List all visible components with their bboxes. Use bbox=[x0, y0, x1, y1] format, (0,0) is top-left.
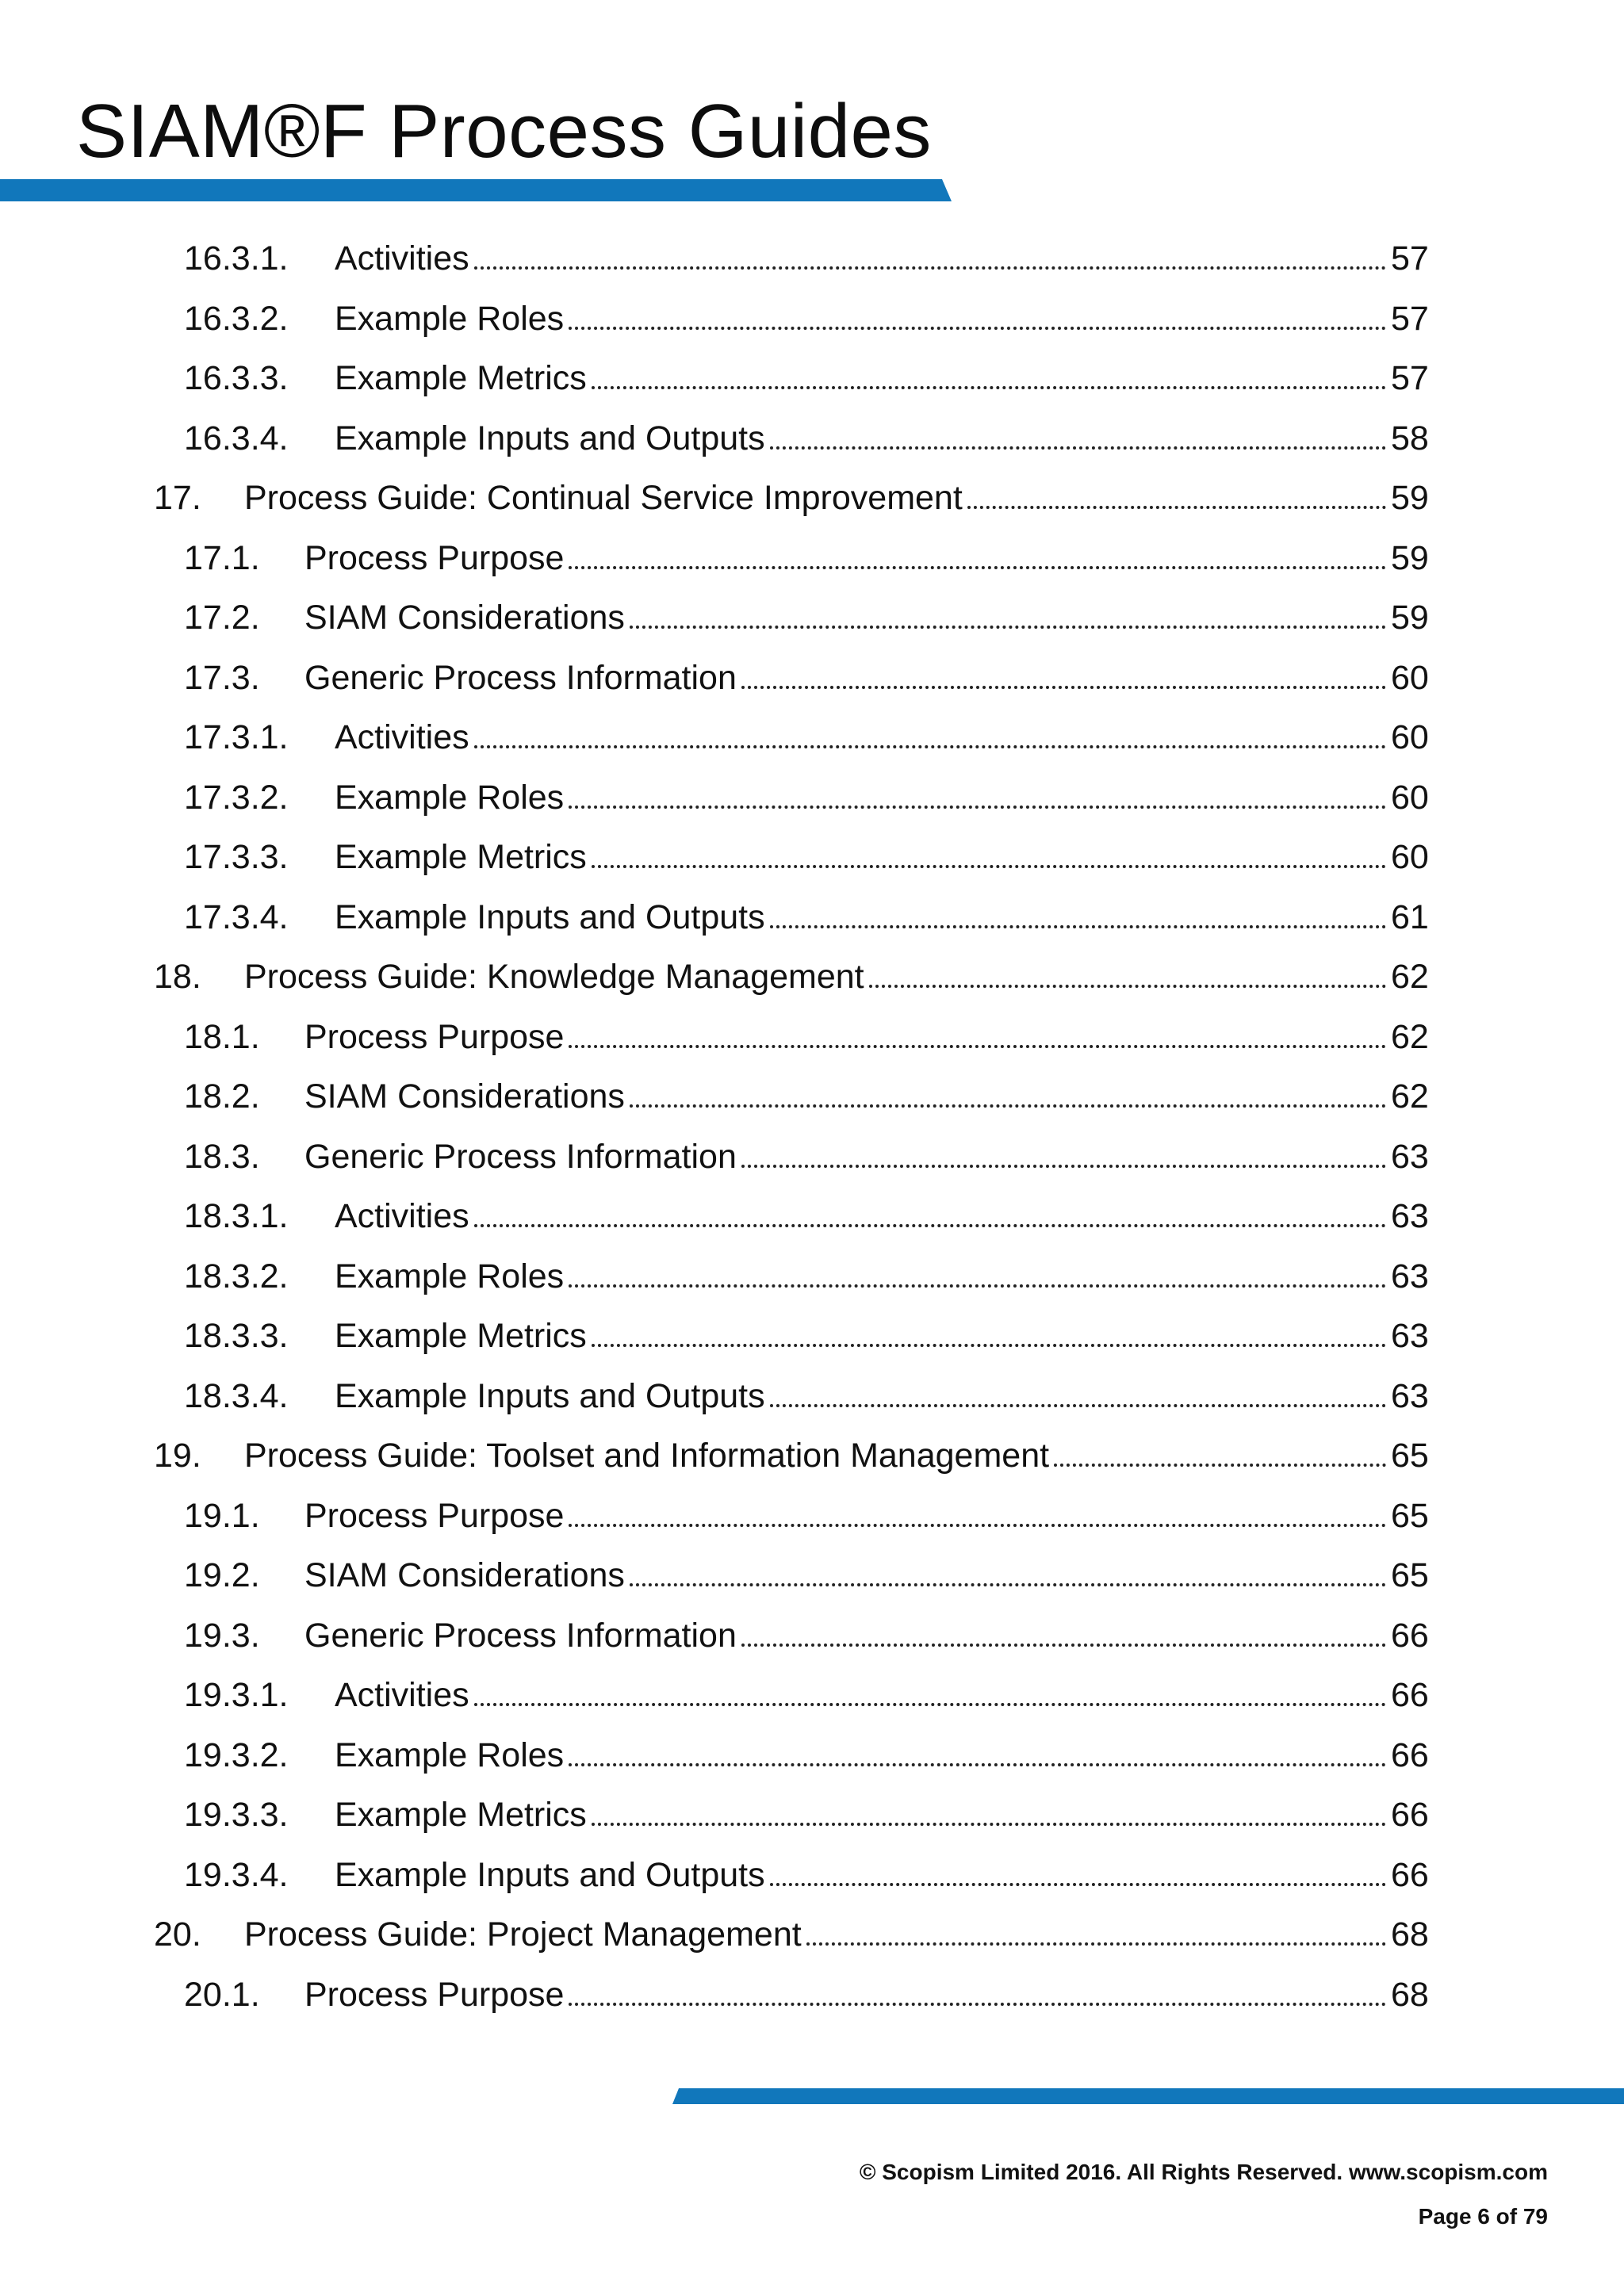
toc-dot-leader bbox=[1054, 1464, 1386, 1467]
toc-entry-page: 59 bbox=[1391, 479, 1429, 517]
toc-entry-number: 20. bbox=[154, 1915, 201, 1954]
toc-entry-title: Example Metrics bbox=[335, 1791, 592, 1839]
toc-entry-number: 16.3.2. bbox=[184, 299, 289, 338]
footer-accent-bar bbox=[672, 2088, 1624, 2104]
toc-dot-leader bbox=[741, 686, 1386, 689]
toc-dot-leader bbox=[770, 1883, 1386, 1886]
toc-entry[interactable] bbox=[0, 1312, 1624, 1360]
toc-entry[interactable] bbox=[0, 474, 1624, 522]
toc-entry-page: 63 bbox=[1391, 1376, 1429, 1415]
toc-entry[interactable] bbox=[0, 1253, 1624, 1300]
toc-entry-number: 18.3.2. bbox=[184, 1257, 289, 1295]
toc-entry-number: 16.3.1. bbox=[184, 239, 289, 277]
toc-dot-leader bbox=[630, 1104, 1386, 1108]
toc-dot-leader bbox=[474, 1224, 1386, 1227]
toc-dot-leader bbox=[770, 925, 1386, 928]
toc-entry-number: 18. bbox=[154, 958, 201, 996]
toc-entry[interactable] bbox=[0, 1432, 1624, 1479]
toc-dot-leader bbox=[770, 446, 1386, 450]
toc-entry-title: Activities bbox=[335, 1671, 474, 1719]
toc-entry-page: 59 bbox=[1391, 599, 1429, 637]
toc-entry-number: 16.3.3. bbox=[184, 359, 289, 397]
toc-entry[interactable] bbox=[0, 354, 1624, 402]
toc-entry-title: Example Metrics bbox=[335, 833, 592, 881]
toc-entry-title: Example Inputs and Outputs bbox=[335, 1851, 770, 1899]
toc-dot-leader bbox=[569, 806, 1386, 809]
toc-entry[interactable] bbox=[0, 1492, 1624, 1540]
toc-entry-page: 62 bbox=[1391, 958, 1429, 996]
toc-entry-number: 17. bbox=[154, 479, 201, 517]
toc-entry-page: 60 bbox=[1391, 718, 1429, 756]
toc-dot-leader bbox=[592, 386, 1386, 389]
toc-entry-title: Example Roles bbox=[335, 1732, 569, 1779]
toc-entry[interactable] bbox=[0, 1133, 1624, 1181]
toc-entry-title: Process Purpose bbox=[304, 1971, 569, 2019]
toc-entry-page: 57 bbox=[1391, 359, 1429, 397]
toc-entry[interactable] bbox=[0, 1552, 1624, 1599]
toc-entry-page: 68 bbox=[1391, 1915, 1429, 1954]
toc-entry-number: 17.3.3. bbox=[184, 838, 289, 876]
toc-entry[interactable] bbox=[0, 1851, 1624, 1899]
toc-entry-page: 66 bbox=[1391, 1676, 1429, 1714]
toc-entry-page: 60 bbox=[1391, 658, 1429, 697]
toc-entry[interactable] bbox=[0, 594, 1624, 641]
toc-entry-title: SIAM Considerations bbox=[304, 1073, 630, 1120]
toc-entry-title: Process Purpose bbox=[304, 1013, 569, 1061]
toc-dot-leader bbox=[474, 266, 1386, 270]
toc-dot-leader bbox=[592, 865, 1386, 868]
toc-entry-number: 18.3.3. bbox=[184, 1317, 289, 1355]
toc-entry-page: 68 bbox=[1391, 1975, 1429, 2014]
toc-entry-number: 16.3.4. bbox=[184, 419, 289, 457]
toc-entry-title: Example Roles bbox=[335, 295, 569, 342]
toc-dot-leader bbox=[569, 566, 1386, 569]
toc-entry[interactable] bbox=[0, 1612, 1624, 1659]
toc-entry-title: Process Purpose bbox=[304, 1492, 569, 1540]
toc-entry[interactable] bbox=[0, 953, 1624, 1001]
toc-entry-page: 57 bbox=[1391, 239, 1429, 277]
toc-entry[interactable] bbox=[0, 1971, 1624, 2019]
toc-entry-page: 62 bbox=[1391, 1077, 1429, 1115]
toc-dot-leader bbox=[592, 1823, 1386, 1826]
toc-entry[interactable] bbox=[0, 415, 1624, 462]
toc-entry-number: 19.3.2. bbox=[184, 1735, 289, 1774]
toc-entry-page: 57 bbox=[1391, 299, 1429, 338]
toc-entry[interactable] bbox=[0, 833, 1624, 881]
toc-entry-page: 65 bbox=[1391, 1556, 1429, 1594]
toc-entry-title: Example Roles bbox=[335, 1253, 569, 1300]
toc-entry-page: 66 bbox=[1391, 1796, 1429, 1834]
toc-entry[interactable] bbox=[0, 1073, 1624, 1120]
toc-entry[interactable] bbox=[0, 1791, 1624, 1839]
toc-entry[interactable] bbox=[0, 1671, 1624, 1719]
toc-entry-number: 17.3.4. bbox=[184, 897, 289, 936]
toc-dot-leader bbox=[569, 327, 1386, 330]
toc-entry-page: 63 bbox=[1391, 1257, 1429, 1295]
toc-entry-title: Process Guide: Continual Service Improvement bbox=[244, 474, 967, 522]
toc-entry[interactable] bbox=[0, 714, 1624, 761]
toc-entry-page: 58 bbox=[1391, 419, 1429, 457]
toc-entry[interactable] bbox=[0, 894, 1624, 941]
toc-entry-title: Activities bbox=[335, 1192, 474, 1240]
toc-entry[interactable] bbox=[0, 534, 1624, 582]
toc-entry-number: 18.3.4. bbox=[184, 1376, 289, 1415]
toc-entry-page: 66 bbox=[1391, 1616, 1429, 1655]
toc-dot-leader bbox=[569, 1284, 1386, 1288]
toc-entry-page: 63 bbox=[1391, 1317, 1429, 1355]
toc-dot-leader bbox=[630, 626, 1386, 629]
toc-entry-page: 63 bbox=[1391, 1197, 1429, 1235]
toc-dot-leader bbox=[741, 1644, 1386, 1647]
page-number: Page 6 of 79 bbox=[1418, 2204, 1548, 2229]
toc-dot-leader bbox=[770, 1404, 1386, 1407]
toc-entry-title: Activities bbox=[335, 714, 474, 761]
toc-entry-number: 17.3. bbox=[184, 658, 260, 697]
toc-entry-title: Process Guide: Toolset and Information Management bbox=[244, 1432, 1054, 1479]
toc-entry-page: 63 bbox=[1391, 1137, 1429, 1176]
toc-dot-leader bbox=[869, 985, 1386, 988]
toc-entry-title: Process Guide: Knowledge Management bbox=[244, 953, 869, 1001]
toc-entry[interactable] bbox=[0, 1013, 1624, 1061]
toc-entry[interactable] bbox=[0, 1911, 1624, 1958]
toc-dot-leader bbox=[630, 1583, 1386, 1586]
toc-dot-leader bbox=[569, 1763, 1386, 1766]
toc-entry-page: 60 bbox=[1391, 838, 1429, 876]
toc-entry-title: Example Metrics bbox=[335, 1312, 592, 1360]
toc-entry-title: Activities bbox=[335, 235, 474, 282]
toc-entry-title: Example Inputs and Outputs bbox=[335, 415, 770, 462]
toc-entry-title: Process Purpose bbox=[304, 534, 569, 582]
toc-entry-number: 17.1. bbox=[184, 538, 260, 577]
toc-entry-page: 66 bbox=[1391, 1735, 1429, 1774]
toc-entry[interactable] bbox=[0, 774, 1624, 821]
toc-dot-leader bbox=[592, 1344, 1386, 1347]
toc-entry-number: 17.3.1. bbox=[184, 718, 289, 756]
toc-entry-page: 61 bbox=[1391, 897, 1429, 936]
toc-entry-number: 19.3.3. bbox=[184, 1796, 289, 1834]
toc-dot-leader bbox=[806, 1942, 1386, 1946]
toc-entry[interactable] bbox=[0, 1372, 1624, 1420]
toc-dot-leader bbox=[474, 1703, 1386, 1706]
toc-entry-number: 18.2. bbox=[184, 1077, 260, 1115]
page-title: SIAM®F Process Guides bbox=[76, 89, 932, 174]
toc-dot-leader bbox=[569, 2003, 1386, 2006]
toc-entry-number: 19.1. bbox=[184, 1496, 260, 1535]
toc-entry-number: 19.3.1. bbox=[184, 1676, 289, 1714]
toc-entry-page: 65 bbox=[1391, 1496, 1429, 1535]
header-accent-bar bbox=[0, 179, 952, 201]
toc-entry-number: 19.3. bbox=[184, 1616, 260, 1655]
toc-entry-title: Generic Process Information bbox=[304, 1612, 741, 1659]
toc-entry-page: 65 bbox=[1391, 1437, 1429, 1475]
toc-entry-title: Example Roles bbox=[335, 774, 569, 821]
toc-entry[interactable] bbox=[0, 295, 1624, 342]
toc-entry-number: 20.1. bbox=[184, 1975, 260, 2014]
toc-entry-title: Example Metrics bbox=[335, 354, 592, 402]
toc-entry-title: Process Guide: Project Management bbox=[244, 1911, 806, 1958]
toc-entry-number: 17.3.2. bbox=[184, 778, 289, 817]
toc-dot-leader bbox=[741, 1165, 1386, 1168]
toc-entry-page: 60 bbox=[1391, 778, 1429, 817]
toc-entry-page: 66 bbox=[1391, 1855, 1429, 1894]
toc-entry-number: 17.2. bbox=[184, 599, 260, 637]
toc-entry-number: 18.3.1. bbox=[184, 1197, 289, 1235]
toc-entry-page: 59 bbox=[1391, 538, 1429, 577]
toc-entry-title: Generic Process Information bbox=[304, 1133, 741, 1181]
toc-entry-title: Example Inputs and Outputs bbox=[335, 1372, 770, 1420]
toc-entry-number: 19.2. bbox=[184, 1556, 260, 1594]
toc-entry[interactable] bbox=[0, 654, 1624, 702]
toc-entry[interactable] bbox=[0, 235, 1624, 282]
toc-entry[interactable] bbox=[0, 1732, 1624, 1779]
toc-entry-title: SIAM Considerations bbox=[304, 594, 630, 641]
toc-dot-leader bbox=[569, 1524, 1386, 1527]
toc-entry-number: 19.3.4. bbox=[184, 1855, 289, 1894]
toc-dot-leader bbox=[569, 1045, 1386, 1048]
toc-dot-leader bbox=[474, 745, 1386, 748]
toc-entry-number: 18.1. bbox=[184, 1017, 260, 1056]
toc-entry[interactable] bbox=[0, 1192, 1624, 1240]
toc-entry-title: Example Inputs and Outputs bbox=[335, 894, 770, 941]
toc-entry-page: 62 bbox=[1391, 1017, 1429, 1056]
toc-entry-title: Generic Process Information bbox=[304, 654, 741, 702]
toc-entry-number: 18.3. bbox=[184, 1137, 260, 1176]
toc-entry-number: 19. bbox=[154, 1437, 201, 1475]
toc-entry-title: SIAM Considerations bbox=[304, 1552, 630, 1599]
footer-copyright: © Scopism Limited 2016. All Rights Reserved. www.scopism.com bbox=[859, 2160, 1548, 2184]
toc-dot-leader bbox=[967, 506, 1386, 509]
